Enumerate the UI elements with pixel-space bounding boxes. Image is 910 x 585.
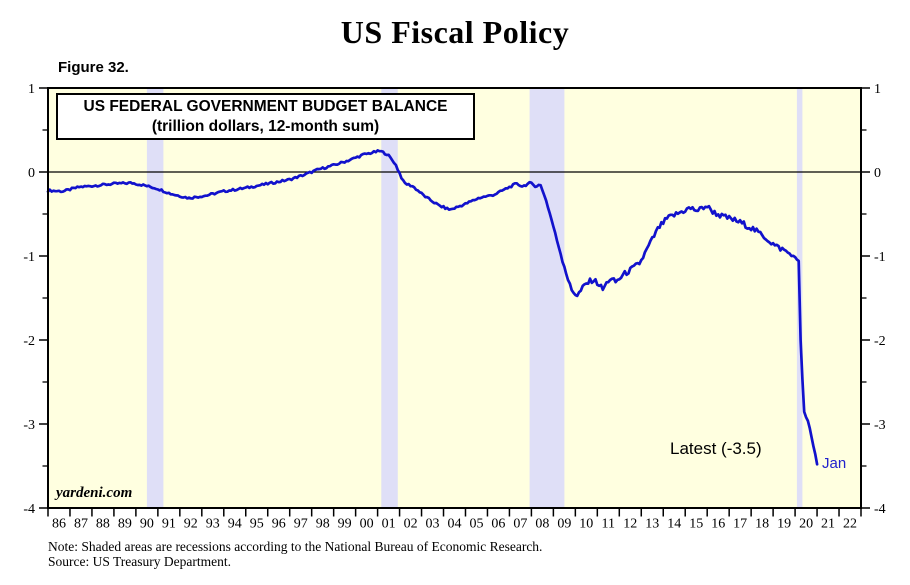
- y-tick-label-left: -3: [23, 418, 35, 433]
- x-tick-label: 91: [161, 516, 176, 532]
- x-tick-label: 96: [271, 516, 286, 532]
- x-tick-label: 95: [249, 516, 264, 532]
- x-tick-label: 90: [139, 516, 154, 532]
- chart-legend-line1: US FEDERAL GOVERNMENT BUDGET BALANCE: [83, 97, 448, 115]
- page-title: US Fiscal Policy: [340, 14, 570, 50]
- x-tick-label: 00: [359, 516, 374, 532]
- x-tick-label: 86: [52, 516, 66, 532]
- y-tick-label-left: -2: [23, 334, 35, 349]
- x-tick-label: 07: [513, 516, 528, 532]
- y-tick-label-right: -1: [874, 250, 886, 265]
- x-tick-label: 16: [711, 516, 726, 532]
- y-tick-label-left: -4: [23, 502, 35, 517]
- x-tick-label: 05: [469, 516, 484, 532]
- x-tick-label: 14: [667, 516, 682, 532]
- chart-legend-box: [56, 93, 475, 140]
- y-tick-label-right: -2: [874, 334, 886, 349]
- y-tick-label-right: 1: [874, 82, 881, 97]
- x-tick-label: 92: [183, 516, 198, 532]
- y-tick-label-right: -4: [874, 502, 886, 517]
- x-tick-label: 18: [755, 516, 770, 532]
- x-tick-label: 11: [601, 516, 616, 532]
- recession-band: [147, 88, 164, 508]
- source-note: Source: US Treasury Department.: [48, 553, 231, 569]
- x-tick-label: 19: [777, 516, 792, 532]
- x-tick-label: 89: [117, 516, 132, 532]
- chart-legend-line2: (trillion dollars, 12-month sum): [151, 117, 380, 135]
- x-tick-label: 94: [227, 516, 242, 532]
- figure-label: Figure 32.: [58, 59, 129, 76]
- x-tick-label: 21: [821, 516, 835, 532]
- x-tick-label: 88: [95, 516, 110, 532]
- x-tick-label: 93: [205, 516, 220, 532]
- x-tick-label: 15: [689, 516, 704, 532]
- x-tick-label: 01: [381, 516, 396, 532]
- y-tick-label-right: 0: [874, 166, 881, 181]
- latest-value-annotation: Latest (-3.5): [670, 439, 762, 458]
- x-tick-label: 03: [425, 516, 440, 532]
- yardeni-watermark: yardeni.com: [56, 485, 133, 501]
- x-tick-label: 87: [74, 516, 88, 532]
- x-tick-label: 08: [535, 516, 550, 532]
- y-tick-label-left: -1: [23, 250, 35, 265]
- y-tick-label-right: -3: [874, 418, 886, 433]
- recession-band: [530, 88, 565, 508]
- x-tick-label: 97: [293, 516, 308, 532]
- x-tick-label: 02: [403, 516, 418, 532]
- recession-note: Note: Shaded areas are recessions according to the National Bureau of Economic Research.: [48, 539, 543, 554]
- x-tick-label: 09: [557, 516, 572, 532]
- y-tick-label-left: 0: [28, 166, 35, 181]
- x-tick-label: 10: [579, 516, 594, 532]
- x-tick-label: 13: [645, 516, 660, 532]
- x-tick-label: 17: [733, 516, 748, 532]
- x-tick-label: 98: [315, 516, 330, 532]
- x-tick-label: 22: [843, 516, 857, 532]
- x-tick-label: 99: [337, 516, 352, 532]
- x-tick-label: 12: [623, 516, 638, 532]
- last-point-label: Jan: [822, 455, 847, 472]
- x-tick-label: 04: [447, 516, 462, 532]
- x-tick-label: 20: [799, 516, 814, 532]
- x-tick-label: 06: [491, 516, 506, 532]
- y-tick-label-left: 1: [28, 82, 35, 97]
